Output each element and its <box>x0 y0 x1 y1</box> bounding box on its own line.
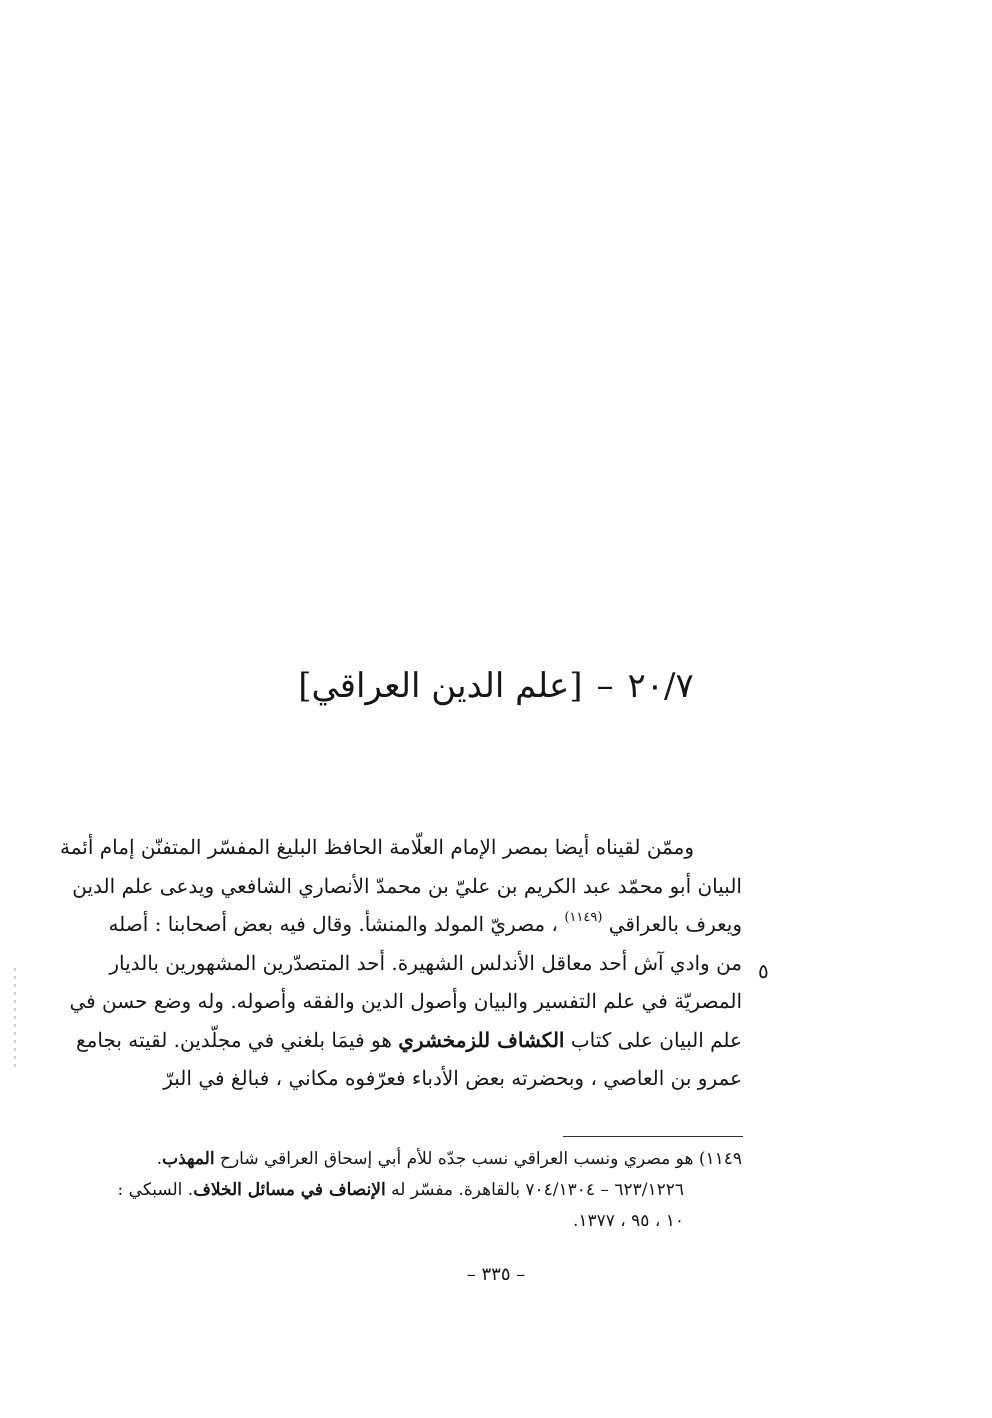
footnote-line: ١٠ ، ٩٥ ، ١٣٧٧. <box>572 1211 684 1231</box>
text-line: البيان أبو محمّد عبد الكريم بن عليّ بن محمدّ الأنصاري الشافعي ويدعى علم الدين <box>72 873 742 898</box>
chapter-heading <box>0 660 992 712</box>
footnote-text: . السبكي : <box>117 1180 194 1200</box>
chapter-title: [علم الدين العراقي] <box>298 666 583 706</box>
footnote-reference: (١١٤٩) <box>564 910 603 925</box>
margin-dots <box>14 968 16 1072</box>
page-number: – ٣٣٥ – <box>466 1264 526 1285</box>
footnote-line <box>156 1144 742 1175</box>
main-text <box>59 828 742 1098</box>
footnote-text: ٦٢٣/١٢٢٦ – ٧٠٤/١٣٠٤ بالقاهرة. مفسّر له <box>391 1180 684 1200</box>
text-line <box>76 1021 742 1060</box>
footnote-divider <box>563 1136 743 1137</box>
text-segment: علم البيان على كتاب <box>570 1027 742 1052</box>
text-segment: هو فيمَا بلغني في مجلّدين. لقيته بجامع <box>76 1027 392 1052</box>
text-line <box>108 905 742 944</box>
footnotes <box>117 1144 742 1237</box>
text-segment: ، مصريّ المولد والمنشأ. وقال فيه بعض أصحابنا : أصله <box>108 912 558 936</box>
footnote-number: ١١٤٩) <box>698 1149 742 1169</box>
book-title: المهذب <box>162 1149 215 1169</box>
book-title: الإنصاف في مسائل الخلاف <box>193 1180 386 1200</box>
text-line: عمرو بن العاصي ، وبحضرته بعض الأدباء فعرّفوه مكاني ، فبالغ في البرّ <box>163 1066 742 1090</box>
text-line: المصريّة في علم التفسير والبيان وأصول الدين والفقه وأصوله. وله وضع حسن في <box>69 989 742 1013</box>
line-number-marker: ٥ <box>758 959 769 983</box>
footnote-text: هو مصري ونسب العراقي نسب جدّه للأم أبي إسحاق العراقي شارح <box>219 1149 694 1169</box>
book-title: الكشاف للزمخشري <box>398 1027 565 1052</box>
chapter-number: ٢٠/٧ <box>627 666 694 706</box>
text-line: من وادي آش أحد معاقل الأندلس الشهيرة. أحد المتصدّرين المشهورين بالديار <box>109 950 742 975</box>
footnote-punct: . <box>156 1149 163 1169</box>
footnote-line <box>117 1175 742 1206</box>
text-segment: ويعرف بالعراقي <box>608 912 742 936</box>
text-line: وممّن لقيناه أيضا بمصر الإمام العلّامة الحافظ البليغ المفسّر المتفنّن إمام أئمة <box>59 835 694 859</box>
chapter-dash: – <box>596 666 614 706</box>
